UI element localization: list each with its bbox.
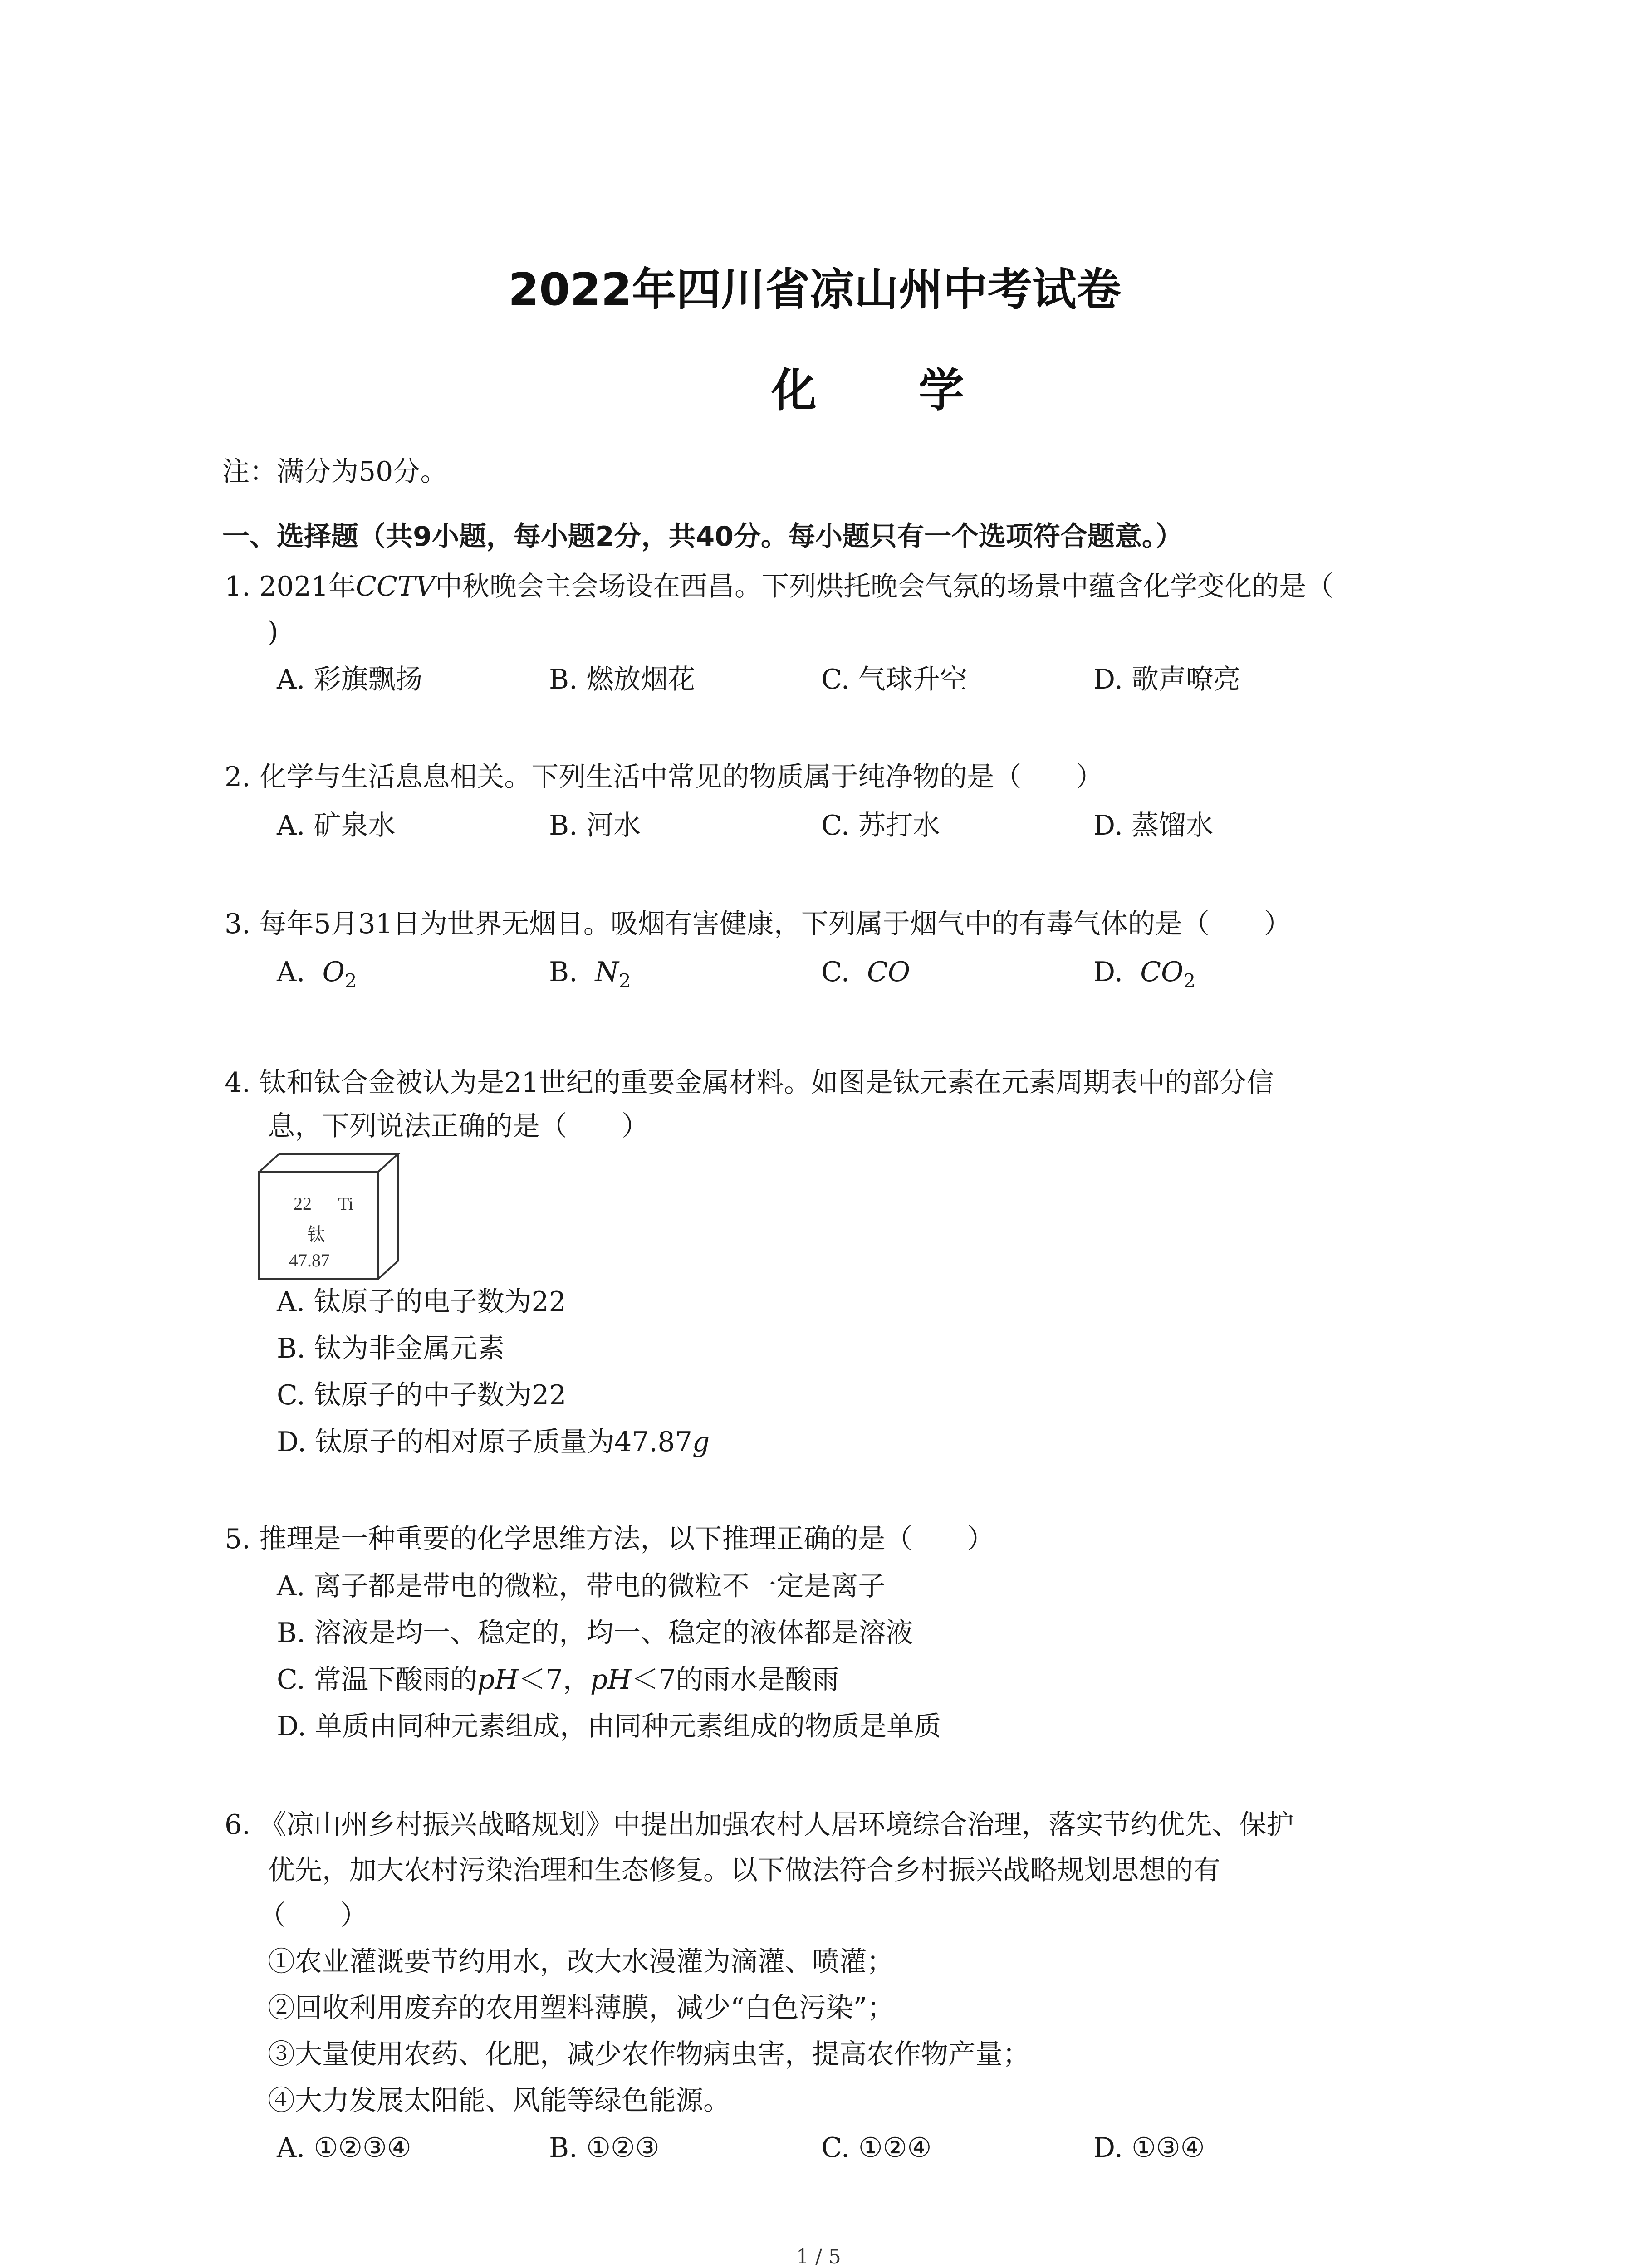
q1-option-b[interactable]: B. 燃放烟花 bbox=[549, 664, 696, 695]
q3-option-d-formula: CO bbox=[1140, 956, 1184, 988]
q5-c-part5: ＜7的雨水是酸雨 bbox=[631, 1664, 839, 1696]
q3-option-b-label: B. bbox=[549, 956, 578, 988]
q3-option-c-label: C. bbox=[821, 956, 850, 988]
q3-option-c-formula: CO bbox=[867, 956, 911, 988]
q3-option-b-sub: 2 bbox=[618, 970, 631, 992]
page-number: 1 / 5 bbox=[796, 2245, 841, 2268]
q3-option-a-label: A. bbox=[277, 956, 305, 988]
tile-atomic-number: 22 bbox=[294, 1193, 312, 1214]
q3-option-a-sub: 2 bbox=[344, 970, 357, 992]
q5-c-part1: C. 常温下酸雨的 bbox=[277, 1664, 477, 1696]
q3-option-b[interactable] bbox=[549, 958, 631, 991]
subject-title: 化 学 bbox=[771, 364, 1007, 417]
q6-option-b[interactable]: B. ①②③ bbox=[549, 2132, 660, 2164]
q2-option-b[interactable]: B. 河水 bbox=[549, 810, 641, 841]
question-3-stem: 3. 每年5月31日为世界无烟日。吸烟有害健康，下列属于烟气中的有毒气体的是（ ） bbox=[225, 908, 1291, 940]
q1-option-c[interactable]: C. 气球升空 bbox=[821, 664, 967, 695]
q3-option-c[interactable] bbox=[821, 958, 910, 986]
score-note: 注：满分为50分。 bbox=[222, 456, 448, 488]
q5-c-ph1: pH bbox=[477, 1664, 519, 1696]
q3-option-a-formula: O bbox=[322, 956, 345, 988]
q1-option-d[interactable]: D. 歌声嘹亮 bbox=[1093, 664, 1241, 695]
q2-option-d[interactable]: D. 蒸馏水 bbox=[1093, 810, 1214, 841]
q6-item-2: ②回收利用废弃的农用塑料薄膜，减少“白色污染”； bbox=[268, 1992, 895, 2024]
q5-option-b[interactable]: B. 溶液是均一、稳定的，均一、稳定的液体都是溶液 bbox=[277, 1617, 913, 1649]
q4-option-d-text: D. 钛原子的相对原子质量为47.87 bbox=[277, 1426, 692, 1458]
q5-c-ph2: pH bbox=[590, 1664, 632, 1696]
q2-option-a[interactable]: A. 矿泉水 bbox=[277, 810, 396, 841]
q5-option-c[interactable] bbox=[277, 1664, 839, 1696]
q6-item-3: ③大量使用农药、化肥，减少农作物病虫害，提高农作物产量； bbox=[268, 2038, 1030, 2070]
tile-atomic-mass: 47.87 bbox=[289, 1250, 330, 1271]
question-6-stem-line1: 6. 《凉山州乡村振兴战略规划》中提出加强农村人居环境综合治理，落实节约优先、保护 bbox=[225, 1809, 1294, 1841]
q4-option-c[interactable]: C. 钛原子的中子数为22 bbox=[277, 1379, 567, 1411]
q4-option-a[interactable]: A. 钛原子的电子数为22 bbox=[277, 1286, 566, 1318]
question-4-stem-line2: 息，下列说法正确的是（ ） bbox=[268, 1110, 649, 1142]
question-1-stem bbox=[225, 573, 1333, 600]
q1-option-a[interactable]: A. 彩旗飘扬 bbox=[277, 664, 423, 695]
tile-symbol: Ti bbox=[338, 1193, 354, 1214]
question-1-stem-line2: ) bbox=[268, 616, 279, 648]
q3-option-d[interactable] bbox=[1093, 958, 1195, 991]
titanium-element-tile bbox=[257, 1152, 402, 1281]
element-tile-outline bbox=[257, 1152, 402, 1281]
q4-option-b[interactable]: B. 钛为非金属元素 bbox=[277, 1333, 505, 1364]
q6-item-4: ④大力发展太阳能、风能等绿色能源。 bbox=[268, 2085, 730, 2116]
q1-stem-italic: CCTV bbox=[356, 571, 436, 602]
section-heading: 一、选择题（共9小题，每小题2分，共40分。每小题只有一个选项符合题意。） bbox=[222, 521, 1183, 552]
q5-option-d[interactable]: D. 单质由同种元素组成，由同种元素组成的物质是单质 bbox=[277, 1711, 941, 1742]
q1-stem-post: 中秋晚会主会场设在西昌。下列烘托晚会气氛的场景中蕴含化学变化的是（ bbox=[435, 571, 1334, 602]
q5-c-part3: ＜7， bbox=[518, 1664, 590, 1696]
q5-option-a[interactable]: A. 离子都是带电的微粒，带电的微粒不一定是离子 bbox=[277, 1570, 886, 1602]
q6-item-1: ①农业灌溉要节约用水，改大水漫灌为滴灌、喷灌； bbox=[268, 1946, 894, 1978]
page-title: 2022年四川省凉山州中考试卷 bbox=[508, 264, 1121, 316]
tile-element-name: 钛 bbox=[307, 1224, 325, 1245]
question-5-stem: 5. 推理是一种重要的化学思维方法，以下推理正确的是（ ） bbox=[225, 1523, 994, 1555]
question-4-stem-line1: 4. 钛和钛合金被认为是21世纪的重要金属材料。如图是钛元素在元素周期表中的部分信 bbox=[225, 1067, 1274, 1099]
q4-option-d-unit: g bbox=[692, 1426, 710, 1458]
q2-option-c[interactable]: C. 苏打水 bbox=[821, 810, 940, 841]
q3-option-b-formula: N bbox=[595, 956, 619, 988]
question-6-stem-line3: （ ） bbox=[259, 1900, 367, 1931]
question-6-stem-line2: 优先，加大农村污染治理和生态修复。以下做法符合乡村振兴战略规划思想的有 bbox=[268, 1854, 1220, 1886]
q3-option-a[interactable] bbox=[277, 958, 357, 991]
q3-option-d-sub: 2 bbox=[1183, 970, 1196, 992]
q4-option-d[interactable] bbox=[277, 1428, 710, 1456]
question-2-stem: 2. 化学与生活息息相关。下列生活中常见的物质属于纯净物的是（ ） bbox=[225, 761, 1103, 793]
q3-option-d-label: D. bbox=[1093, 956, 1123, 988]
q6-option-c[interactable]: C. ①②④ bbox=[821, 2132, 932, 2164]
q6-option-d[interactable]: D. ①③④ bbox=[1093, 2132, 1205, 2164]
q1-stem-pre: 1. 2021年 bbox=[225, 571, 356, 602]
q6-option-a[interactable]: A. ①②③④ bbox=[277, 2132, 411, 2164]
